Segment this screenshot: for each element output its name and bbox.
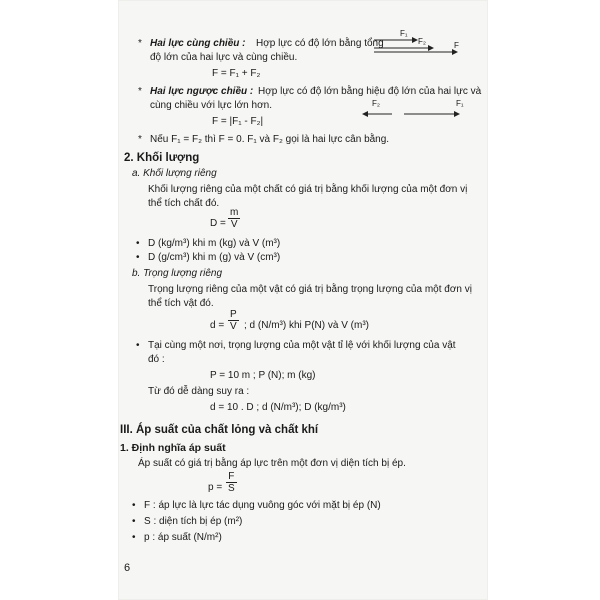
pressure-denominator: S	[228, 483, 235, 494]
density-unit-1: D (kg/m³) khi m (kg) và V (m³)	[148, 238, 281, 249]
page-number: 6	[124, 562, 131, 574]
same-direction-text: Hợp lực có độ lớn bằng tổng	[256, 38, 384, 49]
specific-weight-numerator: P	[230, 309, 237, 320]
specific-weight-fraction	[228, 309, 239, 332]
pressure-bullet-area: S : diện tích bị ép (m²)	[144, 516, 243, 527]
pressure-heading: III. Áp suất của chất lỏng và chất khí	[120, 424, 319, 436]
pressure-numerator: F	[226, 471, 237, 483]
pressure-fraction	[226, 471, 237, 494]
density-definition: Khối lượng riêng của một chất có giá trị bằng khối lượng của một đơn vị	[148, 184, 468, 195]
proportionality-note-cont: đó :	[148, 354, 165, 365]
bullet-star: *	[138, 38, 142, 49]
bullet-dot: •	[136, 340, 140, 351]
specific-weight-formula-lhs: d =	[210, 320, 225, 331]
same-direction-vector-diagram	[372, 30, 462, 56]
pressure-definition: Áp suất có giá trị bằng áp lực trên một đơn vị diện tích bị ép.	[138, 458, 406, 469]
label-f1-same: F₁	[400, 29, 408, 38]
bullet-dot: •	[132, 516, 136, 527]
opposite-direction-formula: F = |F₁ - F₂|	[212, 116, 264, 127]
label-f2-same: F₂	[418, 37, 426, 46]
specific-weight-denominator: V	[230, 321, 237, 332]
label-f1-opposite: F₁	[456, 99, 464, 108]
equilibrium-note: Nếu F₁ = F₂ thì F = 0. F₁ và F₂ gọi là hai lực cân bằng.	[150, 134, 390, 145]
bullet-dot: •	[136, 238, 140, 249]
pressure-bullet-force: F : áp lực là lực tác dụng vuông góc với mặt bị ép (N)	[144, 500, 381, 511]
density-fraction	[228, 207, 240, 230]
bullet-dot: •	[132, 532, 136, 543]
label-f-same: F	[454, 41, 459, 50]
specific-weight-subheading: b. Trọng lượng riêng	[132, 268, 223, 279]
density-denominator: V	[230, 219, 238, 230]
opposite-direction-title: Hai lực ngược chiều :	[150, 86, 254, 97]
pressure-formula-lhs: p =	[208, 482, 223, 493]
density-subheading: a. Khối lượng riêng	[132, 168, 217, 179]
opposite-direction-text: Hợp lực có độ lớn bằng hiệu độ lớn của hai lực và	[258, 86, 482, 97]
mass-heading: 2. Khối lượng	[124, 152, 200, 164]
same-direction-formula: F = F₁ + F₂	[212, 68, 261, 79]
density-unit-2: D (g/cm³) khi m (g) và V (cm³)	[148, 252, 281, 263]
density-definition-cont: thể tích chất đó.	[148, 198, 220, 209]
same-direction-text2: độ lớn của hai lực và cùng chiều.	[150, 52, 298, 63]
specific-weight-definition-cont: thể tích vật đó.	[148, 298, 214, 309]
proportionality-note: Tại cùng một nơi, trọng lượng của một vật tỉ lệ với khối lượng của vật	[148, 340, 456, 351]
pressure-definition-subheading: 1. Định nghĩa áp suất	[120, 442, 226, 454]
pressure-bullet-pressure: p : áp suất (N/m²)	[144, 532, 222, 543]
opposite-direction-text2: cùng chiều với lực lớn hơn.	[150, 100, 272, 111]
bullet-dot: •	[132, 500, 136, 511]
weight-formula: P = 10 m ; P (N); m (kg)	[210, 370, 316, 381]
specific-weight-definition: Trọng lượng riêng của một vật có giá trị bằng trọng lượng của một đơn vị	[148, 284, 472, 295]
label-f2-opposite: F₂	[372, 99, 380, 108]
specific-weight-units: ; d (N/m³) khi P(N) và V (m³)	[244, 320, 369, 331]
bullet-star: *	[138, 134, 142, 145]
bullet-dot: •	[136, 252, 140, 263]
textbook-page	[118, 0, 488, 600]
final-formula: d = 10 . D ; d (N/m³); D (kg/m³)	[210, 402, 346, 413]
density-numerator: m	[230, 207, 239, 218]
deduce-text: Từ đó dễ dàng suy ra :	[148, 386, 250, 397]
same-direction-title: Hai lực cùng chiều :	[150, 38, 246, 49]
bullet-star: *	[138, 86, 142, 97]
density-formula-lhs: D =	[210, 218, 226, 229]
